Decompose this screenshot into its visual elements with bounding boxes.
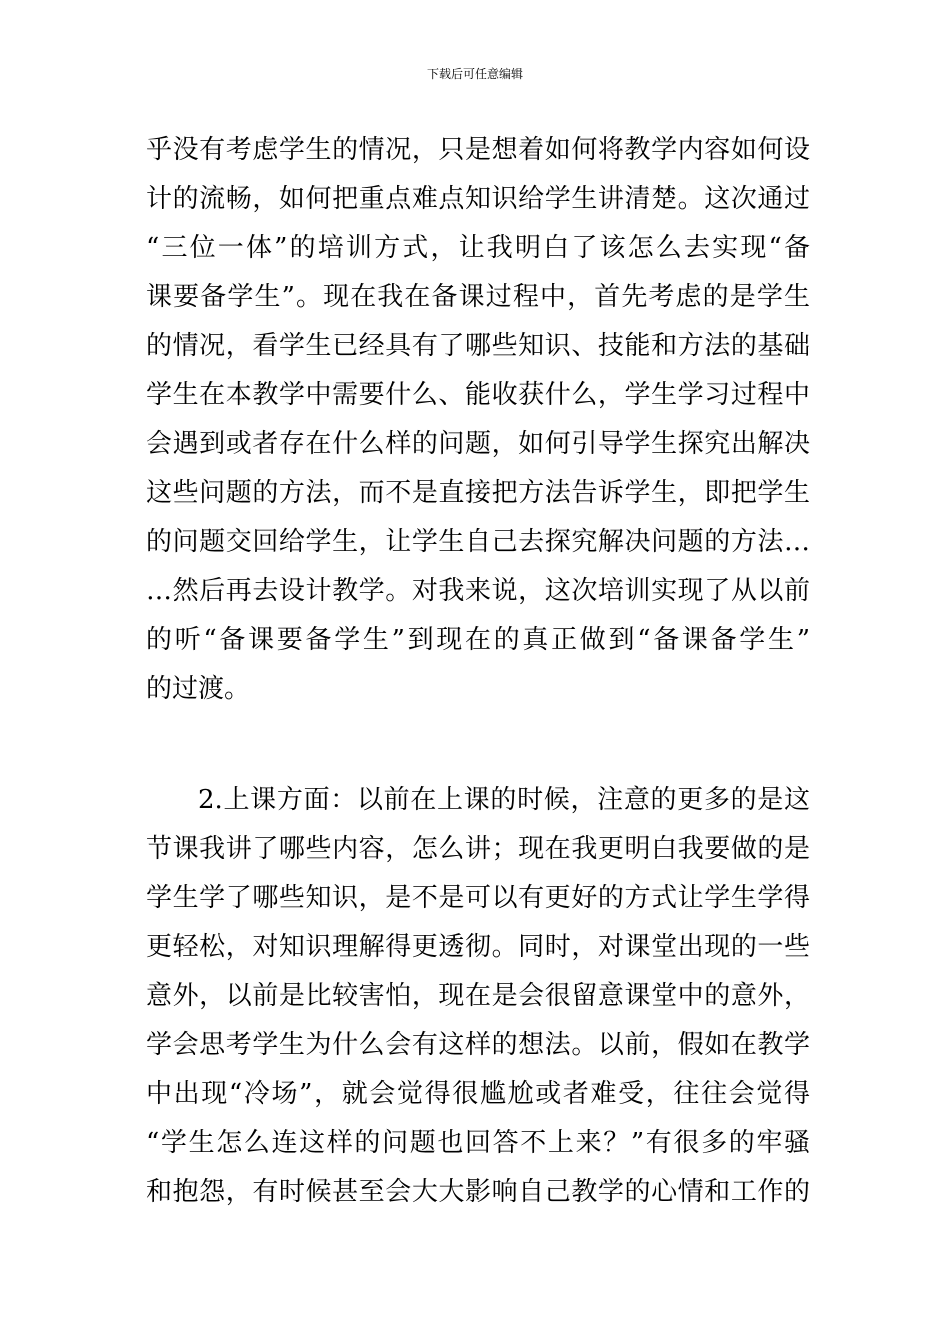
text-line: 这些问题的方法，而不是直接把方法告诉学生，即把学生 (146, 478, 810, 508)
text-line: 更轻松，对知识理解得更透彻。同时，对课堂出现的一些 (146, 932, 810, 962)
text-line: 的问题交回给学生，让学生自己去探究解决问题的方法… (146, 527, 810, 557)
text-line: 的听“备课要备学生”到现在的真正做到“备课备学生” (146, 625, 810, 655)
paragraph-1 (146, 126, 810, 714)
text-line: 2.上课方面：以前在上课的时候，注意的更多的是这 (198, 785, 810, 815)
text-line: “三位一体”的培训方式，让我明白了该怎么去实现“备 (146, 233, 810, 263)
text-line: “学生怎么连这样的问题也回答不上来？”有很多的牢骚 (146, 1128, 810, 1158)
text-line: 节课我讲了哪些内容，怎么讲；现在我更明白我要做的是 (146, 834, 810, 864)
text-line: 计的流畅，如何把重点难点知识给学生讲清楚。这次通过 (146, 184, 810, 214)
text-line: 乎没有考虑学生的情况，只是想着如何将教学内容如何设 (146, 135, 810, 165)
text-line: 会遇到或者存在什么样的问题，如何引导学生探究出解决 (146, 429, 810, 459)
page-header: 下载后可任意编辑 (426, 67, 523, 81)
text-line: 学生在本教学中需要什么、能收获什么，学生学习过程中 (146, 380, 810, 410)
text-line: 课要备学生”。现在我在备课过程中，首先考虑的是学生 (146, 282, 810, 312)
text-line: …然后再去设计教学。对我来说，这次培训实现了从以前 (146, 576, 810, 606)
text-line: 和抱怨，有时候甚至会大大影响自己教学的心情和工作的 (146, 1177, 810, 1207)
paragraph-2 (146, 776, 810, 1217)
text-line: 的过渡。 (146, 674, 251, 704)
text-line: 中出现“冷场”，就会觉得很尴尬或者难受，往往会觉得 (146, 1079, 810, 1109)
text-line: 的情况，看学生已经具有了哪些知识、技能和方法的基础 (146, 331, 810, 361)
text-line: 学生学了哪些知识，是不是可以有更好的方式让学生学得 (146, 883, 810, 913)
text-line: 意外，以前是比较害怕，现在是会很留意课堂中的意外， (146, 981, 810, 1011)
text-line: 学会思考学生为什么会有这样的想法。以前，假如在教学 (146, 1030, 810, 1060)
